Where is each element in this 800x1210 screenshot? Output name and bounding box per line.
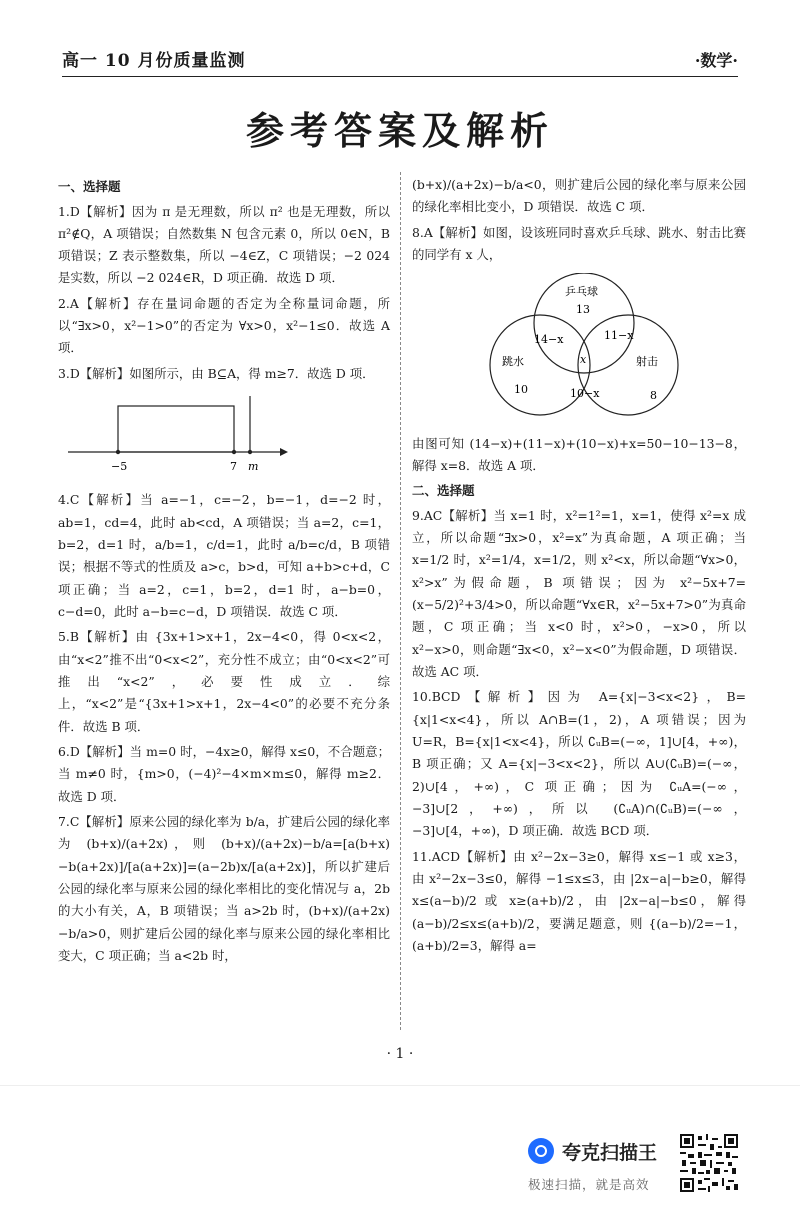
answer-8: 8.A【解析】如图，设该班同时喜欢乒乓球、跳水、射击比赛的同学有 x 人，: [412, 224, 746, 262]
venn-region-11x: 11−x: [604, 329, 634, 343]
header-subject: ·数学·: [694, 51, 738, 70]
label-minus5: −5: [111, 460, 128, 474]
page-title: 参考答案及解析: [245, 109, 554, 153]
axis-arrow-icon: [280, 448, 288, 456]
answer-6: 6.D【解析】当 m=0 时，−4x≥0，解得 x≤0，不合题意；当 m≠0 时，{m>0，(−4)²−4×m×m≤0，解得 m≥2．故选 D 项．: [58, 744, 390, 804]
label-7: 7: [230, 460, 237, 474]
venn-region-10x: 10−x: [570, 387, 600, 401]
answer-7: 7.C【解析】原来公园的绿化率为 b/a，扩建后公园的绿化率为 (b+x)/(a+2x)，则 (b+x)/(a+2x)−b/a=[a(b+x)−b(a+2x)]/[a(a+2x)]=(a−2b)x/[a(a+2x)]，所以扩建后公园的绿化率与原来公园的绿化率相比的变化情况与 a，2b 的大小有关，A，B 项错误；当 a>2b 时，(b+x)/(a+2x)−b/a>0，则扩建后公园的绿化率与原来公园的绿化率相比变大，C 项正确；当 a<2b 时，: [58, 814, 390, 964]
answer-3: 3.D【解析】如图所示，由 B⊆A，得 m≥7．故选 D 项．: [58, 365, 375, 381]
brand-name: 夸克扫描王: [562, 1142, 658, 1164]
brand-slogan: 极速扫描，就是高效: [528, 1177, 650, 1192]
point-minus5: [116, 450, 120, 454]
answer-5: 5.B【解析】由 {3x+1>x+1，2x−4<0，得 0<x<2，由“x<2”推不出“0<x<2”，充分性不成立；由“0<x<2”可推出“x<2”，必要性成立．综上，“x<2”是“{3x+1>x+1，2x−4<0”的必要不充分条件．故选 B 项．: [58, 629, 390, 734]
quark-logo-icon: [528, 1138, 554, 1164]
venn-region-13: 13: [576, 303, 590, 317]
page-number: · 1 ·: [386, 1046, 414, 1062]
answer-2: 2.A【解析】存在量词命题的否定为全称量词命题，所以“∃x>0，x²−1>0”的否定为 ∀x>0，x²−1≤0．故选 A 项．: [58, 295, 390, 356]
answer-7-continued: (b+x)/(a+2x)−b/a<0，则扩建后公园的绿化率与原来公园的绿化率相比变小，D 项错误．故选 C 项．: [412, 177, 746, 215]
number-line-figure: [58, 394, 298, 474]
venn-region-8: 8: [650, 389, 657, 403]
section-heading-choice: 一、选择题: [58, 179, 121, 194]
venn-region-x: x: [580, 353, 587, 367]
answer-11: 11.ACD【解析】由 x²−2x−3≥0，解得 x≤−1 或 x≥3，由 x²−2x−3≤0，解得 −1≤x≤3，由 |2x−a|−b≥0，解得 x≤(a−b)/2 或 x≥(a+b)/2，由 |2x−a|−b≤0，解得 (a−b)/2≤x≤(a+b)/2，要满足题意，则 {(a−b)/2=−1，(a+b)/2=3，解得 a=: [412, 848, 746, 954]
answer-4: 4.C【解析】当 a=−1，c=−2，b=−1，d=−2 时，ab=1，cd=4，此时 ab<cd，A 项错误；当 a=2，c=1，b=2，d=1 时，a/b=1，c/d=1，此时 a/b=c/d，B 项错误；根据不等式的性质及 a>c，b>d，可知 a+b>c+d，C 项正确；当 a=2，c=1，b=2，d=1 时，a−b=0，c−d=0，此时 a−b=c−d，D 项错误．故选 C 项．: [58, 492, 390, 620]
venn-region-14x: 14−x: [534, 333, 564, 347]
column-divider: [400, 172, 401, 1030]
left-column: [58, 174, 390, 970]
venn-label-pingpong: 乒乓球: [565, 285, 598, 299]
point-m: [248, 450, 252, 454]
right-column: [412, 174, 746, 960]
venn-diagram: [472, 273, 702, 423]
label-m: m: [248, 460, 259, 474]
point-7: [232, 450, 236, 454]
answer-9: 9.AC【解析】当 x=1 时，x²=1²=1，x=1，使得 x²=x 成立，所以命题“∃x>0，x²=x”为真命题，A 项正确；当 x=1/2 时，x²=1/4，x=1/2，则 x²<x，所以命题“∀x>0，x²>x”为假命题，B 项错误；因为 x²−5x+7=(x−5/2)²+3/4>0，所以命题“∀x∈R，x²−5x+7>0”为真命题，C 项正确；当 x<0 时，x²>0，−x>0，所以 x²−x>0，则命题“∃x<0，x²−x<0”为假命题，D 项错误．故选 AC 项．: [412, 507, 746, 680]
qr-code-icon: [680, 1134, 738, 1192]
set-b-box: [118, 406, 234, 452]
header-exam-title: 高一 10 月份质量监测: [62, 51, 246, 71]
venn-region-10: 10: [514, 383, 528, 397]
venn-label-diving: 跳水: [502, 355, 524, 369]
page-header: [62, 44, 738, 77]
answer-8-continued: 由图可知 (14−x)+(11−x)+(10−x)+x=50−10−13−8，解得 x=8．故选 A 项．: [412, 435, 746, 473]
section-heading-multi: 二、选择题: [412, 483, 475, 499]
answer-1: 1.D【解析】因为 π 是无理数，所以 π² 也是无理数，所以 π²∉Q，A 项错误；自然数集 N 包含元素 0，所以 0∈N，B 项错误；Z 表示整数集，所以 −4∈Z，C 项错误；−2 024 是实数，所以 −2 024∈R，D 项正确．故选 D 项．: [58, 203, 390, 286]
answer-10: 10.BCD【解析】因为 A={x|−3<x<2}，B={x|1<x<4}，所以 A∩B=(1，2)，A 项错误；因为 U=R，B={x|1<x<4}，所以 ∁ᵤB=(−∞，1]∪[4，+∞)，B 项正确；又 A={x|−3<x<2}，所以 A∪(∁ᵤB)=(−∞，2)∪[4，+∞)，C 项正确；因为 ∁ᵤA=(−∞，−3]∪[2，+∞)，所以 (∁ᵤA)∩(∁ᵤB)=(−∞，−3]∪[4，+∞)，D 项正确．故选 BCD 项．: [412, 689, 746, 839]
venn-label-shooting: 射击: [636, 355, 658, 369]
footer-divider: [0, 1085, 800, 1086]
